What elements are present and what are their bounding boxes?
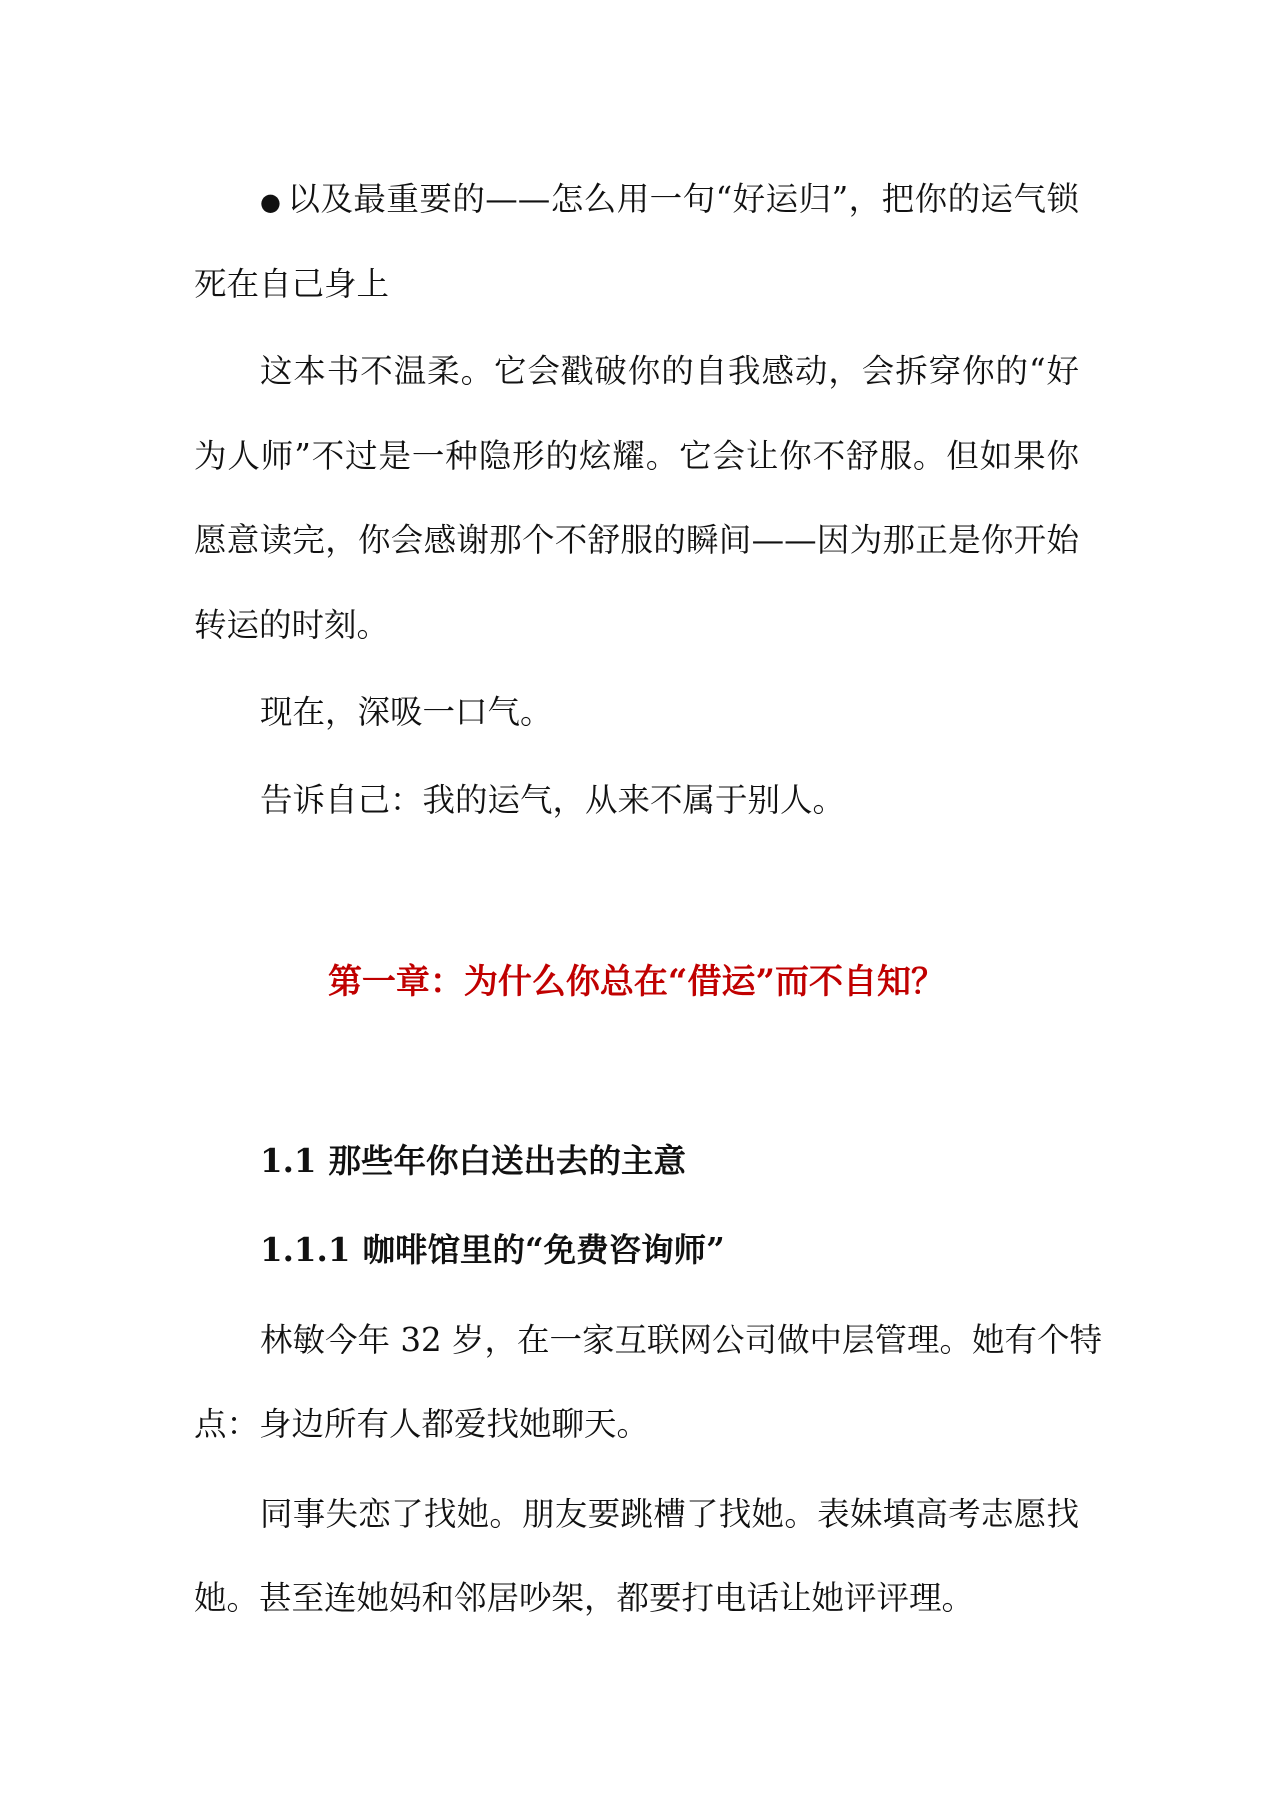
paragraph [194, 670, 1079, 755]
page-content [194, 157, 1103, 1641]
section-title: 那些年你白送出去的主意 [328, 1140, 687, 1180]
text-line: 现在，深吸一口气。 [260, 693, 553, 731]
subsection-title: 咖啡馆里的“免费咨询师” [362, 1230, 725, 1269]
text-line: 死在自己身上 [194, 264, 390, 303]
section-number: 1.1 [260, 1140, 317, 1180]
bullet-marker: ● [260, 188, 281, 216]
paragraph [194, 1298, 1103, 1467]
text-line: 点：身边所有人都爱找她聊天。 [194, 1405, 650, 1443]
paragraph [194, 1472, 1079, 1641]
text-line: 告诉自己：我的运气，从来不属于别人。 [260, 780, 846, 819]
text-line [194, 157, 1079, 242]
paragraph [194, 329, 1079, 667]
text-line: 愿意读完，你会感谢那个不舒服的瞬间——因为那正是你开始 [194, 521, 1079, 559]
text-line: 这本书不温柔。它会戳破你的自我感动，会拆穿你的“好 [260, 352, 1079, 390]
chapter-title: 第一章：为什么你总在“借运”而不自知？ [327, 962, 946, 1002]
subsection-number: 1.1.1 [260, 1230, 351, 1269]
text-line: 同事失恋了找她。朋友要跳槽了找她。表妹填高考志愿找 [260, 1494, 1079, 1533]
text-line: 转运的时刻。 [194, 605, 390, 644]
paragraph [194, 758, 1079, 843]
subsection-heading [194, 1208, 1079, 1293]
text-line: 林敏今年 32 岁，在一家互联网公司做中层管理。她有个特 [260, 1320, 1103, 1359]
bullet-text: 以及最重要的——怎么用一句“好运归”，把你的运气锁 [287, 180, 1079, 218]
bullet-list-item [194, 157, 1079, 326]
text-line: 为人师”不过是一种隐形的炫耀。它会让你不舒服。但如果你 [194, 436, 1079, 475]
section-heading [194, 1119, 1079, 1204]
text-line: 她。甚至连她妈和邻居吵架，都要打电话让她评评理。 [194, 1579, 975, 1617]
